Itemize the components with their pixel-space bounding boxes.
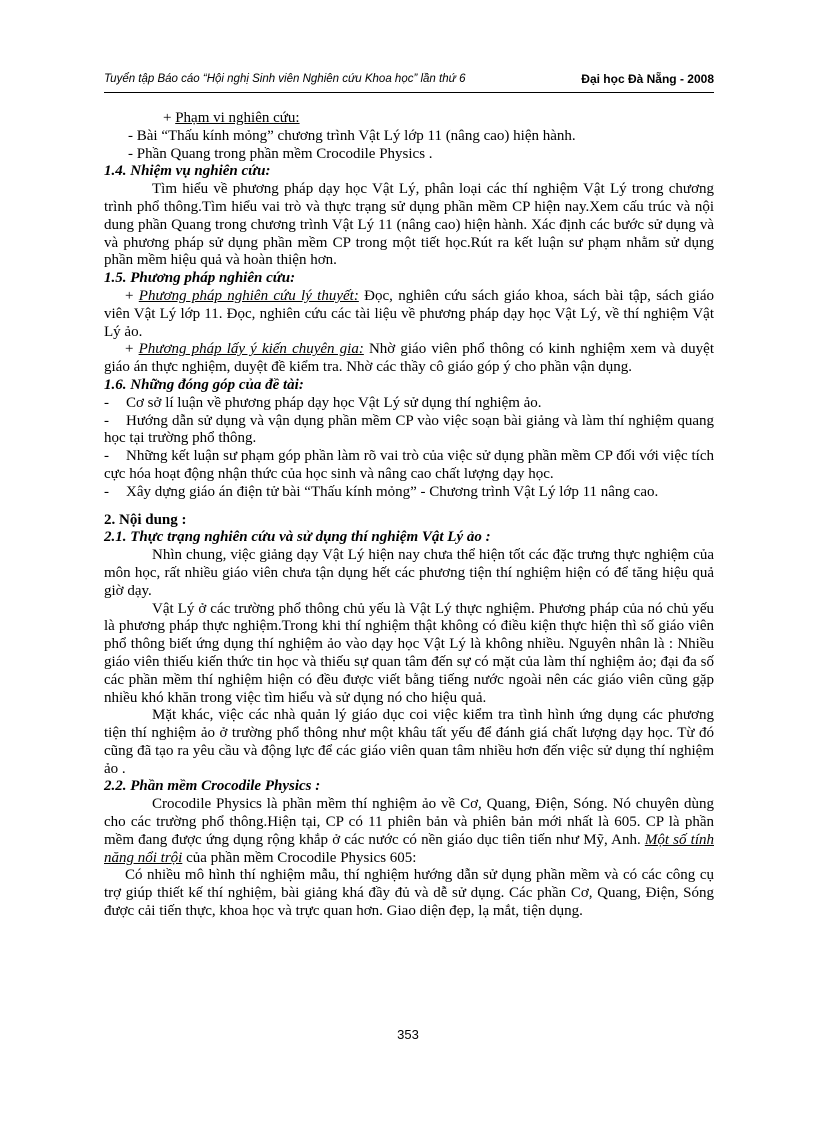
section-1-6-heading: 1.6. Những đóng góp của đề tài: [104,376,304,393]
method-1-label: Phương pháp nghiên cứu lý thuyết: [138,287,359,304]
bullet-dash: - [104,394,109,411]
section-1-4-paragraph: Tìm hiểu về phương pháp dạy học Vật Lý, phân loại các thí nghiệm Vật Lý trong chương trình phổ thông.Tìm hiểu vai trò và thực trạng sử dụng phần mềm CP hiện nay.Xem cấu trúc và nội dung phần Quang trong chương trình Vật Lý 11 (nâng cao) hiện hành. Xác định các bước sử dụng và và phương pháp sử dụng phần mềm CP trong một tiết học.Rút ra kết luận sư phạm nhằm sử dụng phần mềm hiệu quả và hoàn thiện hơn. [104,181,714,269]
method-2-label: Phương pháp lấy ý kiến chuyên gia: [138,341,364,358]
features-link-text: Một số tính năng nổi trội [104,831,714,866]
contribution-item [104,484,714,502]
method-2-paragraph [104,341,714,377]
contribution-text: Hướng dẫn sử dụng và vận dụng phần mềm CP vào việc soạn bài giảng và làm thí nghiệm quang học tại trường phổ thông. [104,412,714,447]
s22-text-b: của phần mềm Crocodile Physics 605: [182,849,417,866]
contribution-item [104,413,714,449]
scope-item-1: - Bài “Thấu kính mỏng” chương trình Vật Lý lớp 11 (nâng cao) hiện hành. [128,127,576,144]
contribution-item [104,395,714,413]
scope-item-2: - Phần Quang trong phần mềm Crocodile Physics . [128,145,433,162]
scope-prefix: + [163,110,176,126]
section-1-5-heading: 1.5. Phương pháp nghiên cứu: [104,270,296,287]
scope-label: Phạm vi nghiên cứu: [175,110,300,126]
section-2-2-paragraph-1 [104,796,714,867]
running-header [104,70,714,93]
scope-title [104,110,714,128]
method-2-prefix: + [125,341,139,358]
method-1-paragraph [104,288,714,341]
section-2-1-paragraph-3: Mặt khác, việc các nhà quản lý giáo dục coi việc kiểm tra tình hình ứng dụng các phương tiện thí nghiệm ảo ở trường phổ thông như một khâu tất yếu để đánh giá chất lượng dạy học. Từ đó cũng đã tạo ra yêu cầu và động lực để các giáo viên quan tâm nhiều hơn đến việc sử dụng thí nghiệm ảo . [104,707,714,777]
section-2-1-heading: 2.1. Thực trạng nghiên cứu và sử dụng thí nghiệm Vật Lý ảo : [104,529,491,546]
method-1-prefix: + [125,287,139,304]
contribution-text: Xây dựng giáo án điện tử bài “Thấu kính mỏng” - Chương trình Vật Lý lớp 11 nâng cao. [126,483,659,500]
contribution-text: Những kết luận sư phạm góp phần làm rõ vai trò của việc sử dụng phần mềm CP đối với việc tích cực hóa hoạt động nhận thức của học sinh và nâng cao chất lượng dạy học. [104,448,714,482]
section-2-1-paragraph-1: Nhìn chung, việc giảng dạy Vật Lý hiện nay chưa thể hiện tốt các đặc trưng thực nghiệm của môn học, rất nhiều giáo viên chưa tận dụng hết các phương tiện thí nghiệm hiện có để tăng hiệu quả giờ dạy. [104,547,714,599]
page-number: 353 [397,1027,419,1042]
s22-text-a: Crocodile Physics là phần mềm thí nghiệm ảo về Cơ, Quang, Điện, Sóng. Nó chuyên dùng cho các trường phổ thông.Hiện tại, CP có 11 phiên bản và phiên bản mới nhất là 605. CP là phần mềm đang được ứng dụng rộng khắp ở các nước có nền giáo dục tiên tiến như Mỹ, Anh. [104,796,714,848]
contribution-item [104,448,714,484]
bullet-dash: - [104,448,109,465]
bullet-dash: - [104,412,109,429]
method-1-text: Đọc, nghiên cứu sách giáo khoa, sách bài tập, sách giáo viên Vật Lý lớp 11. Đọc, nghiên cứu các tài liệu về phương pháp dạy học Vật Lý, về thí nghiệm Vật Lý ảo. [104,287,715,340]
section-2-2-heading: 2.2. Phần mềm Crocodile Physics : [104,778,321,795]
section-2-heading: 2. Nội dung : [104,511,187,528]
contribution-text: Cơ sở lí luận về phương pháp dạy học Vật Lý sử dụng thí nghiệm ảo. [126,394,542,411]
header-journal-title: Tuyển tập Báo cáo “Hội nghị Sinh viên Nghiên cứu Khoa học” lần thứ 6 [104,73,466,85]
bullet-dash: - [104,483,109,500]
method-2-text: Nhờ giáo viên phổ thông có kinh nghiệm xem và duyệt giáo án thực nghiệm, duyệt đề kiểm tra. Nhờ các thầy cô giáo góp ý cho phần vận dụng. [104,341,714,376]
section-2-1-paragraph-2: Vật Lý ở các trường phổ thông chủ yếu là Vật Lý thực nghiệm. Phương pháp của nó chủ yếu là phương pháp thực nghiệm.Trong khi thí nghiệm thật không có điều kiện thực hiện thì số giáo viên phổ thông biết ứng dụng thí nghiệm ảo vào dạy học Vật Lý là không nhiều. Nguyên nhân là : Nhiều giáo viên thiếu kiến thức tin học và thiếu sự quan tâm đến sự có mặt của làm thí nghiệm ảo; đại đa số các phần mềm thí nghiệm hiện có đều được viết bằng tiếng nước ngoài nên các giáo viên cũng gặp nhiều khó khăn trong việc tìm hiểu và sử dụng nó cho hiệu quả. [104,600,714,706]
section-1-4-heading: 1.4. Nhiệm vụ nghiên cứu: [104,163,271,180]
section-2-2-paragraph-2: Có nhiều mô hình thí nghiệm mẫu, thí nghiệm hướng dẫn sử dụng phần mềm và có các công cụ trợ giúp thiết kế thí nghiệm, bài giảng khá đầy đủ và dễ sử dụng. Các phần Cơ, Quang, Điện, Sóng được cải tiến thực, khoa học và trực quan hơn. Giao diện đẹp, lạ mắt, tiện dụng. [104,867,714,920]
body-text [104,110,714,921]
header-university: Đại học Đà Nẵng - 2008 [581,72,714,86]
